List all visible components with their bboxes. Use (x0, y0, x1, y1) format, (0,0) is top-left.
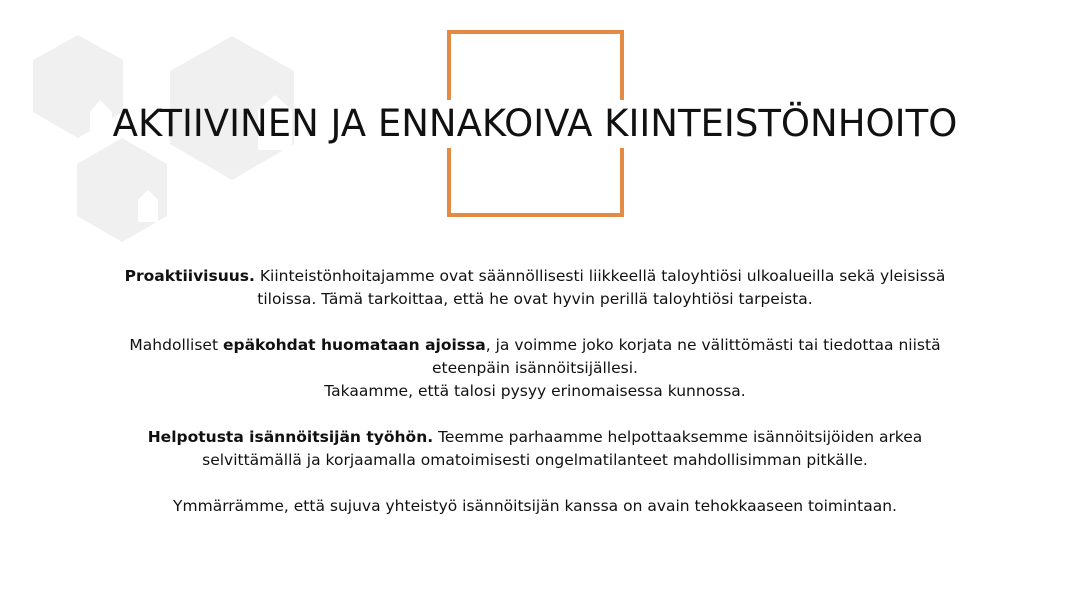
body-text: Teemme parhaamme helpottaaksemme isännöitsijöiden arkea (433, 428, 923, 446)
slide-body (95, 265, 975, 541)
body-line (95, 426, 975, 449)
bold-text: epäkohdat huomataan ajoissa (222, 336, 486, 354)
slide-title: AKTIIVINEN JA ENNAKOIVA KIINTEISTÖNHOITO (112, 102, 958, 145)
body-text: Kiinteistönhoitajamme ovat säännöllisesti liikkeellä taloyhtiösi ulkoalueilla sekä yleisissä (254, 267, 946, 285)
body-text: tiloissa. Tämä tarkoittaa, että he ovat hyvin perillä taloyhtiösi tarpeista. (257, 290, 813, 308)
body-text: eteenpäin isännöitsijällesi. (432, 359, 638, 377)
body-text: selvittämällä ja korjaamalla omatoimisesti ongelmatilanteet mahdollisimman pitkälle. (202, 451, 868, 469)
bold-text: Helpotusta isännöitsijän työhön. (147, 428, 434, 446)
body-paragraph (95, 495, 975, 518)
body-text: Ymmärrämme, että sujuva yhteistyö isännöitsijän kanssa on avain tehokkaaseen toimintaan. (173, 497, 897, 515)
body-line (95, 288, 975, 311)
body-line (95, 449, 975, 472)
body-line (95, 265, 975, 288)
body-line (95, 380, 975, 403)
body-line (95, 495, 975, 518)
body-line (95, 334, 975, 357)
body-text: Mahdolliset (129, 336, 223, 354)
body-paragraph (95, 334, 975, 403)
body-paragraph (95, 265, 975, 311)
body-text: , ja voimme joko korjata ne välittömästi tai tiedottaa niistä (485, 336, 941, 354)
body-text: Takaamme, että talosi pysyy erinomaisessa kunnossa. (324, 382, 746, 400)
body-paragraph (95, 426, 975, 472)
hexagon-shape (77, 138, 167, 242)
bold-text: Proaktiivisuus. (124, 267, 255, 285)
body-line (95, 357, 975, 380)
